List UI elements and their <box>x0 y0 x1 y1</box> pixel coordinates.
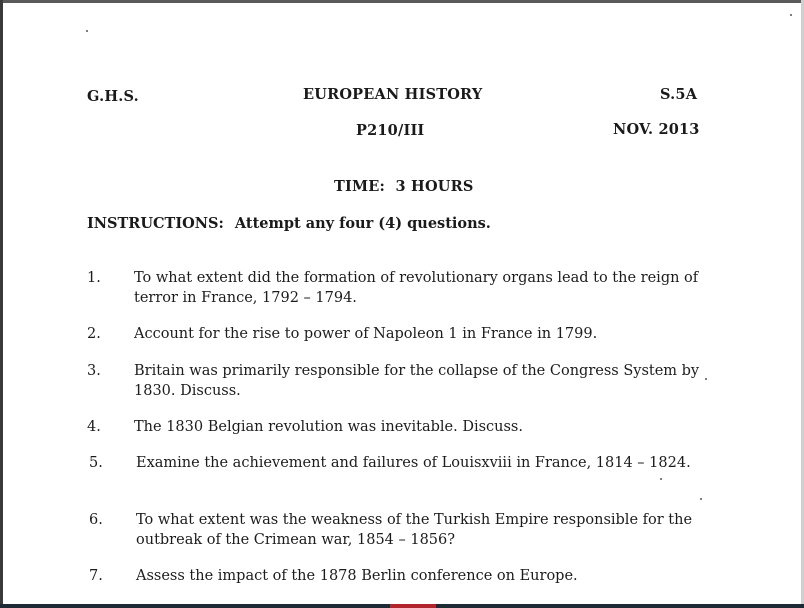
question-text: To what extent was the weakness of the Turkish Empire responsible for the outbreak of the Crimean war, 1854 – 1856? <box>136 512 693 548</box>
instructions-text: Attempt any four (4) questions. <box>234 215 491 232</box>
instructions <box>87 215 491 232</box>
scan-speck <box>790 14 792 16</box>
scan-left-edge <box>0 0 3 608</box>
scan-bottom-accent <box>390 604 436 608</box>
scan-speck <box>700 498 702 500</box>
question-number: 5. <box>89 455 103 471</box>
question-number: 6. <box>89 512 103 528</box>
class-code: S.5A <box>660 86 698 103</box>
school-name: G.H.S. <box>87 88 139 105</box>
question-number: 2. <box>87 326 101 342</box>
scan-speck <box>660 478 662 480</box>
paper-code: P210/III <box>356 122 425 139</box>
question-text: Assess the impact of the 1878 Berlin conference on Europe. <box>136 568 578 584</box>
exam-duration: TIME: 3 HOURS <box>334 178 474 195</box>
question-number: 4. <box>87 419 101 435</box>
question-text: The 1830 Belgian revolution was inevitable. Discuss. <box>134 419 523 435</box>
question-text: To what extent did the formation of revolutionary organs lead to the reign of terror in France, 1792 – 1794. <box>134 270 699 306</box>
question-number: 7. <box>89 568 103 584</box>
question-text: Account for the rise to power of Napoleon 1 in France in 1799. <box>134 326 598 342</box>
question-text: Examine the achievement and failures of Louisxviii in France, 1814 – 1824. <box>136 455 691 471</box>
scan-speck <box>86 30 88 32</box>
question-number: 1. <box>87 270 101 286</box>
exam-date: NOV. 2013 <box>613 121 700 138</box>
question-text: Britain was primarily responsible for the collapse of the Congress System by 1830. Discuss. <box>134 363 700 399</box>
subject-title: EUROPEAN HISTORY <box>303 86 483 103</box>
scan-top-edge <box>0 0 804 3</box>
question-number: 3. <box>87 363 101 379</box>
instructions-label: INSTRUCTIONS: <box>87 215 224 232</box>
